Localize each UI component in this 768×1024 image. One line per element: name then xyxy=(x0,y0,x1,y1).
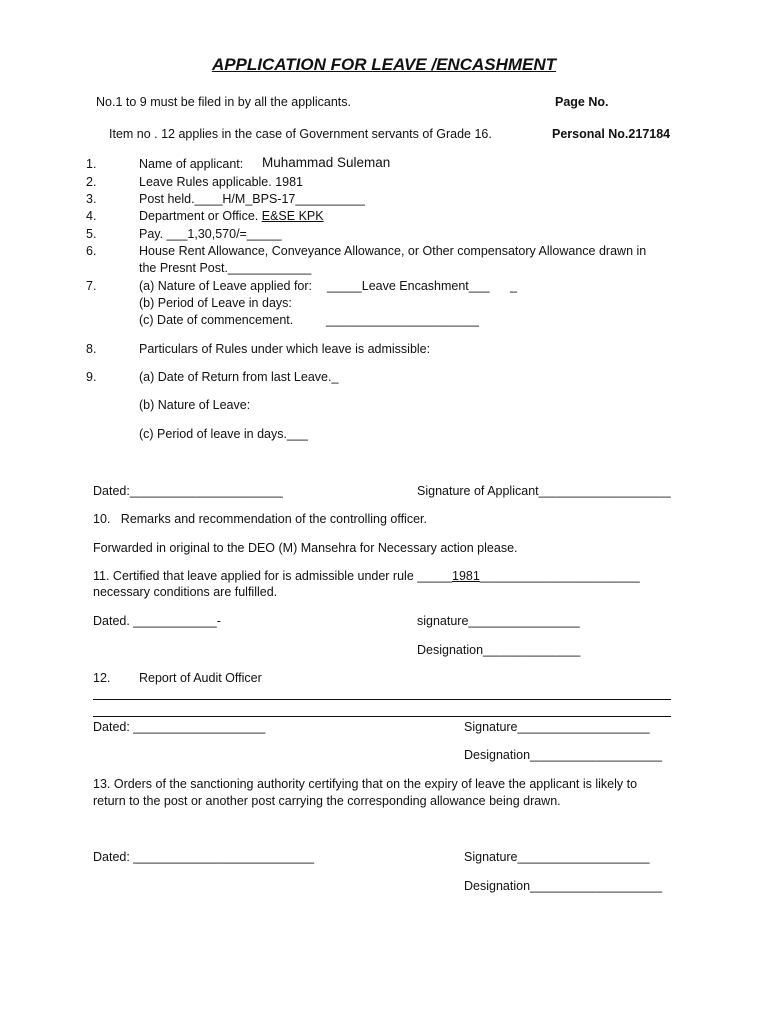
date-of-commencement-label: (c) Date of commencement. xyxy=(139,313,294,327)
item-number: 5. xyxy=(86,227,97,241)
name-of-applicant-label: Name of applicant: xyxy=(139,157,244,171)
item-number: 8. xyxy=(86,342,97,356)
date-of-return-label: (a) Date of Return from last Leave._ xyxy=(139,370,339,384)
item-number: 7. xyxy=(86,279,97,293)
sanction-orders-line-2: return to the post or another post carrying the corresponding allowance being drawn. xyxy=(93,794,561,808)
conditions-fulfilled-text: necessary conditions are fulfilled. xyxy=(93,585,278,599)
pay-line xyxy=(139,226,282,242)
nature-of-leave-label: (a) Nature of Leave applied for: xyxy=(139,279,313,293)
form-title: APPLICATION FOR LEAVE /ENCASHMENT xyxy=(211,55,557,74)
item-number: 9. xyxy=(86,370,97,384)
audit-dated-field: Dated: ___________________ xyxy=(93,720,266,734)
department-value: E&SE KPK xyxy=(261,209,324,223)
date-of-commencement-blank: ______________________ xyxy=(326,313,479,327)
department-line xyxy=(139,208,324,224)
item-number: 3. xyxy=(86,192,97,206)
certification-blank: _______________________ xyxy=(479,569,640,583)
instruction-note-2: Item no . 12 applies in the case of Government servants of Grade 16. xyxy=(109,127,492,141)
certification-designation-field: Designation______________ xyxy=(417,643,581,657)
post-held-line xyxy=(139,191,365,207)
certification-rule-value: 1981 xyxy=(452,569,480,583)
audit-report-label: Report of Audit Officer xyxy=(139,671,262,685)
page-number-label: Page No. xyxy=(555,95,609,109)
sanction-orders-line-1: 13. Orders of the sanctioning authority certifying that on the expiry of leave the applicant is likely to xyxy=(93,777,638,791)
pay-value: 1,30,570/= xyxy=(187,227,247,241)
pay-blank: _____ xyxy=(246,227,282,241)
remarks-label: 10. Remarks and recommendation of the controlling officer. xyxy=(93,512,427,526)
sanction-dated-field: Dated: __________________________ xyxy=(93,850,315,864)
item-number: 4. xyxy=(86,209,97,223)
item-number: 1. xyxy=(86,157,97,171)
forwarded-note: Forwarded in original to the DEO (M) Mansehra for Necessary action please. xyxy=(93,541,518,555)
post-held-label: Post held.____ xyxy=(139,192,223,206)
personal-number: Personal No.217184 xyxy=(552,127,671,141)
certification-dated-field: Dated. ____________- xyxy=(93,614,221,628)
certification-line xyxy=(93,568,640,584)
allowance-text-line-2: the Presnt Post.____________ xyxy=(139,261,312,275)
leave-rules-applicable: Leave Rules applicable. 1981 xyxy=(139,175,304,189)
item-number: 12. xyxy=(93,671,111,685)
audit-report-line-1 xyxy=(93,699,671,700)
item-number: 2. xyxy=(86,175,97,189)
certification-text: 11. Certified that leave applied for is admissible under rule _____ xyxy=(93,569,453,583)
sanction-signature-field: Signature___________________ xyxy=(464,850,650,864)
certification-signature-field: signature________________ xyxy=(417,614,580,628)
particulars-of-rules-label: Particulars of Rules under which leave is admissible: xyxy=(139,342,431,356)
instruction-note-1: No.1 to 9 must be filed in by all the applicants. xyxy=(96,95,352,109)
allowance-text-line-1: House Rent Allowance, Conveyance Allowance, or Other compensatory Allowance drawn in xyxy=(139,244,647,258)
item-number: 6. xyxy=(86,244,97,258)
sanction-designation-field: Designation___________________ xyxy=(464,879,663,893)
audit-report-line-2 xyxy=(93,716,671,717)
department-label: Department or Office. xyxy=(139,209,262,223)
period-of-leave-label: (b) Period of Leave in days: xyxy=(139,296,292,310)
period-of-previous-leave-label: (c) Period of leave in days.___ xyxy=(139,427,308,441)
applicant-name: Muhammad Suleman xyxy=(262,155,391,170)
nature-of-leave-value: _____Leave Encashment___ xyxy=(327,279,490,293)
nature-of-leave-tail: _ xyxy=(510,279,517,293)
nature-of-previous-leave-label: (b) Nature of Leave: xyxy=(139,398,251,412)
post-held-value: H/M_BPS-17 xyxy=(222,192,296,206)
audit-designation-field: Designation___________________ xyxy=(464,748,663,762)
applicant-dated-field: Dated:______________________ xyxy=(93,484,283,498)
post-held-blank: __________ xyxy=(295,192,365,206)
audit-signature-field: Signature___________________ xyxy=(464,720,650,734)
applicant-signature-field: Signature of Applicant___________________ xyxy=(417,484,671,498)
pay-label: Pay. ___ xyxy=(139,227,188,241)
